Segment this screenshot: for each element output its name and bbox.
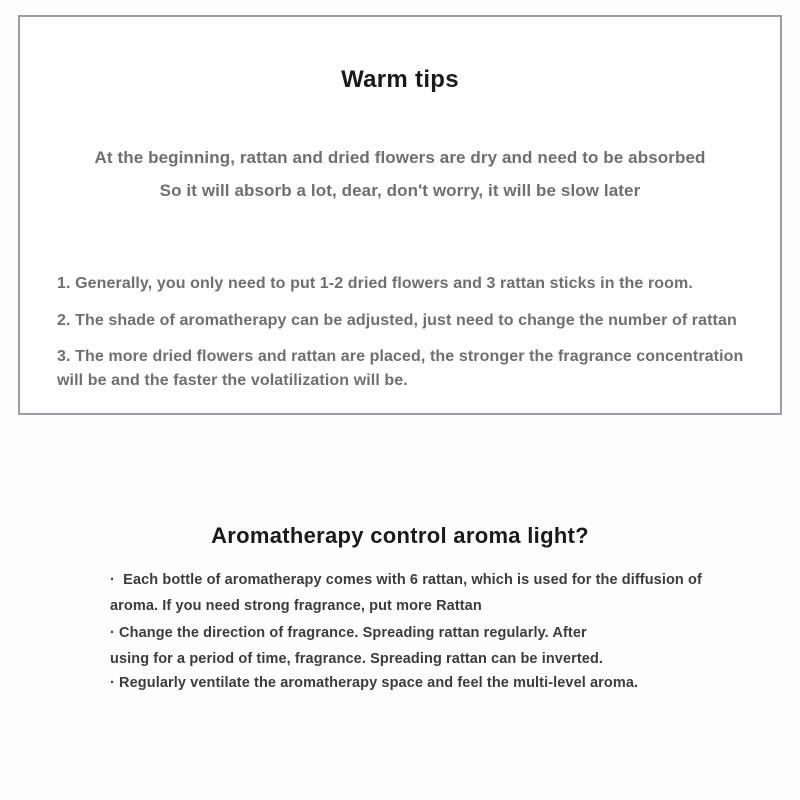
tip-item-1 xyxy=(57,272,756,296)
tip-item-3-line-2: will be and the faster the volatilization will be. xyxy=(57,372,408,389)
aroma-bullet-1-line-1: · Each bottle of aromatherapy comes with 6 rattan, which is used for the diffusion of xyxy=(110,572,702,588)
aroma-bullet-2-line-1: · Change the direction of fragrance. Spreading rattan regularly. After xyxy=(110,625,587,641)
aroma-bullet-2-line-2: using for a period of time, fragrance. Spreading rattan can be inverted. xyxy=(110,651,604,667)
warm-tips-title: Warm tips xyxy=(341,66,459,93)
intro-line-1: At the beginning, rattan and dried flowers are dry and need to be absorbed xyxy=(94,148,706,167)
warm-tips-intro xyxy=(20,141,780,207)
intro-line-2: So it will absorb a lot, dear, don't worry, it will be slow later xyxy=(159,181,641,200)
aroma-bullet-1 xyxy=(110,567,760,619)
aroma-bullet-2 xyxy=(110,620,760,672)
tip-item-3 xyxy=(57,345,756,393)
aromatherapy-section-heading: Aromatherapy control aroma light? xyxy=(211,523,589,548)
tip-item-1-text: 1. Generally, you only need to put 1-2 dried flowers and 3 rattan sticks in the room. xyxy=(57,275,693,292)
warm-tips-box xyxy=(18,15,782,415)
aroma-bullet-1-line-2: aroma. If you need strong fragrance, put more Rattan xyxy=(110,598,482,614)
aroma-bullet-3-text: · Regularly ventilate the aromatherapy space and feel the multi-level aroma. xyxy=(110,675,639,691)
tip-item-2 xyxy=(57,309,756,333)
tip-item-2-text: 2. The shade of aromatherapy can be adjusted, just need to change the number of rattan xyxy=(57,312,737,329)
aroma-bullet-3 xyxy=(110,670,760,696)
tip-item-3-line-1: 3. The more dried flowers and rattan are placed, the stronger the fragrance concentration xyxy=(57,348,744,365)
